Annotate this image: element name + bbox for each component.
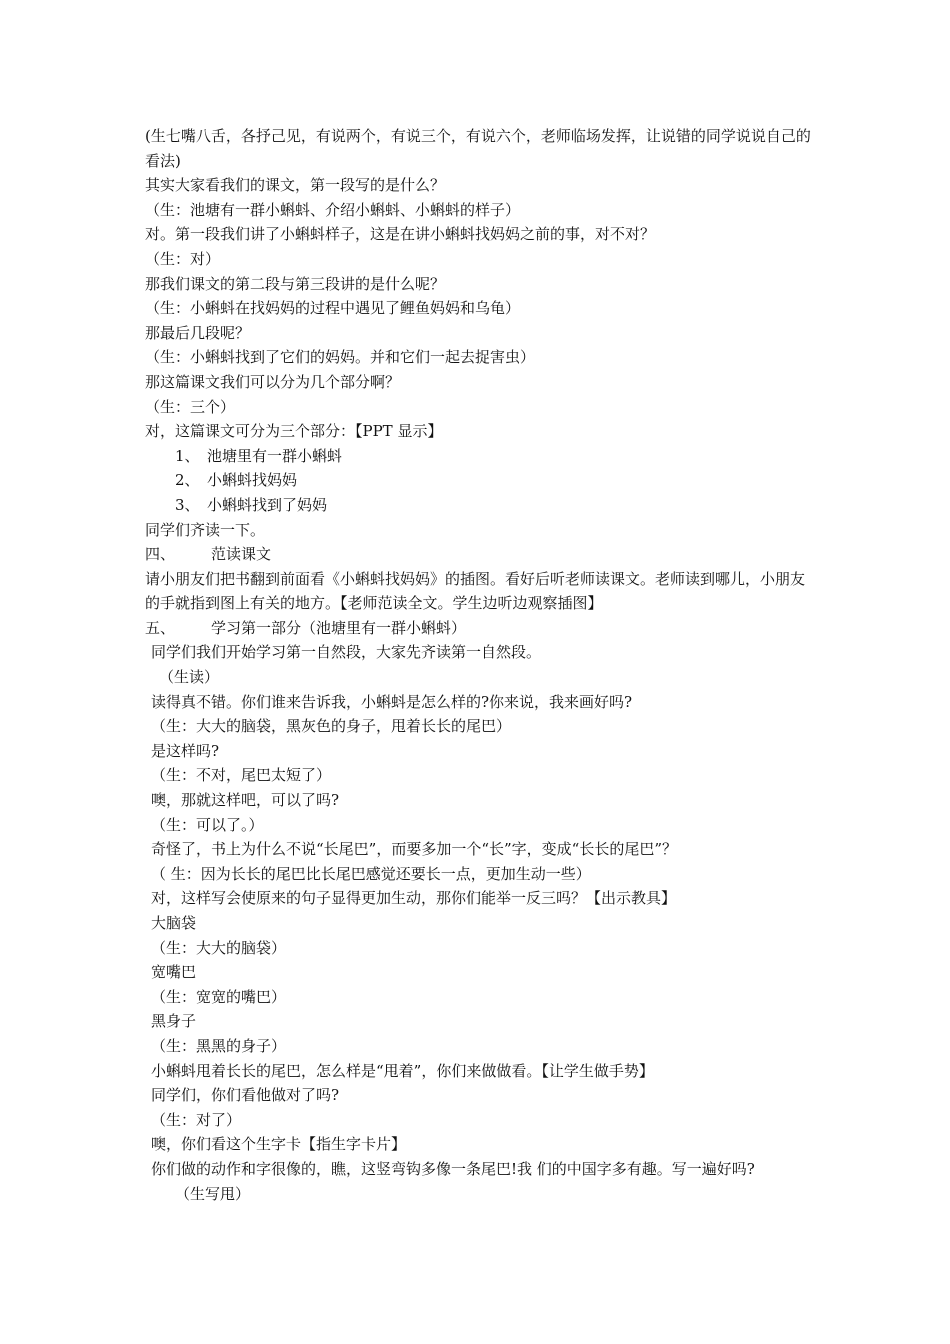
section-number: 四、 xyxy=(145,545,176,564)
dialogue-line: 噢，那就这样吧，可以了吗? xyxy=(151,791,340,810)
dialogue-line: 对，这样写会使原来的句子显得更加生动，那你们能举一反三吗？【出示教具】 xyxy=(151,889,677,908)
dialogue-line: 小蝌蚪甩着长长的尾巴，怎么样是“甩着”，你们来做做看。【让学生做手势】 xyxy=(151,1061,654,1080)
section-title: 范读课文 xyxy=(211,545,272,564)
dialogue-line: （生：不对，尾巴太短了） xyxy=(151,766,332,785)
paragraph-line: 其实大家看我们的课文，第一段写的是什么？ xyxy=(145,176,446,195)
list-text: 小蝌蚪找妈妈 xyxy=(207,471,298,490)
list-number: 2、 xyxy=(175,471,200,490)
dialogue-line: （生：可以了。） xyxy=(151,815,264,834)
list-number: 3、 xyxy=(175,495,200,514)
paragraph-line: 那我们课文的第二段与第三段讲的是什么呢？ xyxy=(145,274,446,293)
dialogue-line: （生读） xyxy=(159,668,220,687)
dialogue-line: 同学们我们开始学习第一自然段，大家先齐读第一自然段。 xyxy=(151,643,542,662)
section-number: 五、 xyxy=(145,618,176,637)
list-item xyxy=(145,444,815,469)
dialogue-line: （生：宽宽的嘴巴） xyxy=(151,987,287,1006)
list-text: 池塘里有一群小蝌蚪 xyxy=(207,446,343,465)
dialogue-line: 奇怪了，书上为什么不说“长尾巴”，而要多加一个“长”字，变成“长长的尾巴”？ xyxy=(151,840,678,859)
paragraph-line: （生：三个） xyxy=(145,397,236,416)
dialogue-line: 你们做的动作和字很像的，瞧，这竖弯钩多像一条尾巴!我 们的中国字多有趣。写一遍好吗? xyxy=(151,1159,755,1178)
section-heading xyxy=(145,616,815,641)
list-item xyxy=(145,493,815,518)
dialogue-line: 大脑袋 xyxy=(151,914,197,932)
dialogue-line: 读得真不错。你们谁来告诉我，小蝌蚪是怎么样的?你来说，我来画好吗? xyxy=(151,692,633,711)
section-title: 学习第一部分（池塘里有一群小蝌蚪） xyxy=(211,618,467,637)
list-item xyxy=(145,468,815,493)
list-number: 1、 xyxy=(175,446,200,465)
dialogue-line: 同学们，你们看他做对了吗? xyxy=(151,1086,340,1105)
dialogue-line: （生：对了） xyxy=(151,1110,242,1129)
dialogue-line: （生：黑黑的身子） xyxy=(151,1036,287,1055)
document-body xyxy=(145,124,815,1206)
dialogue-line: （生：大大的脑袋） xyxy=(151,938,287,957)
dialogue-line: （生写甩） xyxy=(175,1184,251,1203)
dialogue-line: 宽嘴巴 xyxy=(151,963,197,982)
paragraph-line: （生：对） xyxy=(145,249,221,268)
section-heading xyxy=(145,542,815,567)
paragraph-line: 同学们齐读一下。 xyxy=(145,520,266,539)
paragraph-line: （生：小蝌蚪在找妈妈的过程中遇见了鲤鱼妈妈和乌龟） xyxy=(145,299,521,318)
list-text: 小蝌蚪找到了妈妈 xyxy=(207,495,328,514)
paragraph-line: 那最后几段呢？ xyxy=(145,323,251,342)
paragraph-line: 对。第一段我们讲了小蝌蚪样子，这是在讲小蝌蚪找妈妈之前的事，对不对？ xyxy=(145,225,656,244)
paragraph-line: 对，这篇课文可分为三个部分：【PPT 显示】 xyxy=(145,422,443,441)
paragraph-line: 那这篇课文我们可以分为几个部分啊？ xyxy=(145,372,401,391)
dialogue-line: （ 生：因为长长的尾巴比长尾巴感觉还要长一点，更加生动一些） xyxy=(151,864,591,883)
paragraph-line: （生：池塘有一群小蝌蚪、介绍小蝌蚪、小蝌蚪的样子） xyxy=(145,200,521,219)
dialogue-line: 黑身子 xyxy=(151,1012,197,1031)
dialogue-line: （生：大大的脑袋，黑灰色的身子，甩着长长的尾巴） xyxy=(151,717,512,736)
dialogue-line: 噢，你们看这个生字卡【指生字卡片】 xyxy=(151,1135,407,1154)
paragraph-line: 请小朋友们把书翻到前面看《小蝌蚪找妈妈》的插图。看好后听老师读课文。老师读到哪儿，小朋友的手就指到图上有关的地方。【老师范读全文。学生边听边观察插图】 xyxy=(145,569,806,613)
paragraph-line: （生：小蝌蚪找到了它们的妈妈。并和它们一起去捉害虫） xyxy=(145,348,536,367)
paragraph-line: (生七嘴八舌，各抒己见，有说两个，有说三个，有说六个，老师临场发挥，让说错的同学说说自己的看法) xyxy=(145,127,811,170)
dialogue-line: 是这样吗? xyxy=(151,741,220,760)
